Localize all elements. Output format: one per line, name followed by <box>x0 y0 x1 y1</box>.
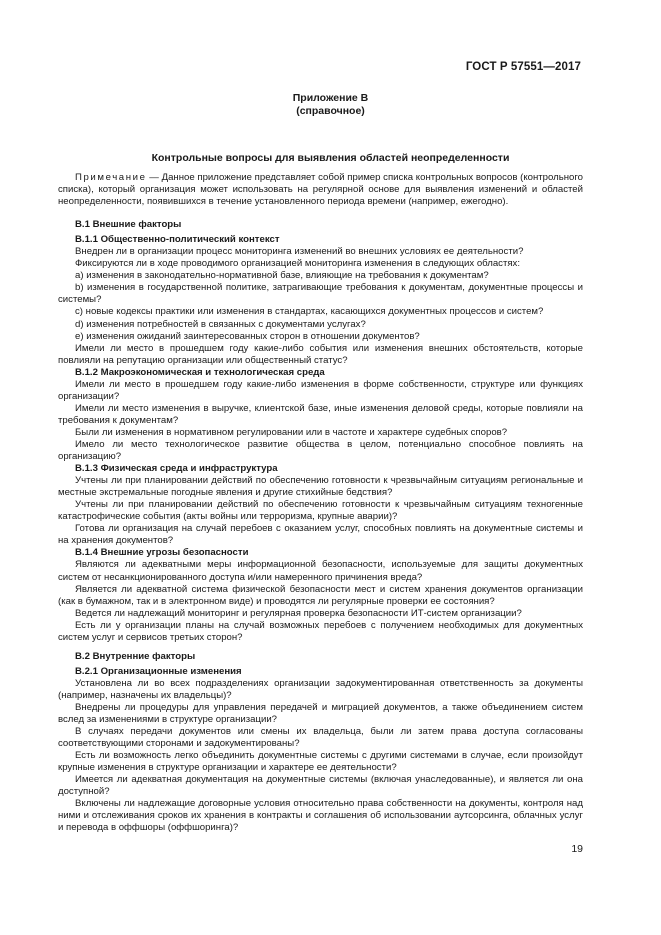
standard-code: ГОСТ Р 57551—2017 <box>465 61 581 73</box>
paragraph: Являются ли адекватными меры информационной безопасности, используемые для защиты документных систем от несанкционированного доступа и/или намеренного причинения вреда? <box>58 559 583 583</box>
section-heading-b21: В.2.1 Организационные изменения <box>75 665 242 677</box>
list-item: е) изменения ожиданий заинтересованных сторон в отношении документов? <box>75 330 420 342</box>
section-heading-b11: В.1.1 Общественно-политический контекст <box>75 234 280 246</box>
paragraph: Учтены ли при планировании действий по обеспечению готовности к чрезвычайным ситуациям техногенные катастрофические события (акты войны или терроризма, крупные аварии)? <box>58 499 583 523</box>
document-title: Контрольные вопросы для выявления областей неопределенности <box>151 152 510 164</box>
page-number: 19 <box>571 843 583 855</box>
paragraph: Является ли адекватной система физической безопасности мест и систем хранения документов организации (как в бумажном, так и в электронном виде) и проводятся ли регулярные проверки ее состояния? <box>58 583 583 607</box>
note-text: — Данное приложение представляет собой пример списка контрольных вопросов (контрольного списка), который организация может использовать на регулярной основе для выявления изменений и областей неопределенности, появившихся в течение установленного периода времени (например, ежегодно). <box>58 172 583 208</box>
paragraph: Имело ли место технологическое развитие общества в целом, потенциально способное повлиять на организацию? <box>58 438 583 463</box>
paragraph: Внедрен ли в организации процесс мониторинга изменений во внешних условиях ее деятельности? <box>75 246 524 258</box>
section-heading-b14: В.1.4 Внешние угрозы безопасности <box>75 547 249 559</box>
paragraph: Включены ли надлежащие договорные условия относительно права собственности на документы, контроля над ними и отслеживания сроков их хранения в контракты и соглашения об использовании аутсорсинга, облачных услуг и перевода в оффшоры (оффшоринга)? <box>58 798 583 834</box>
paragraph: Имели ли место в прошедшем году какие-либо события или изменения внешних обстоятельств, которые повлияли на репутацию организации или общественный статус? <box>58 342 583 366</box>
paragraph: Установлена ли во всех подразделениях организации задокументированная ответственность за документы (например, назначены их владельцы)? <box>58 677 583 701</box>
paragraph: Фиксируются ли в ходе проводимого организацией мониторинга изменения в следующих областях: <box>75 258 521 270</box>
paragraph: В случаях передачи документов или смены их владельца, были ли затем права доступа согласованы соответствующими сторонами и задокументированы? <box>58 726 583 750</box>
section-heading-b12: В.1.2 Макроэкономическая и технологическая среда <box>75 366 325 378</box>
paragraph: Имели ли место изменения в выручке, клиентской базе, иные изменения деловой среды, которые повлияли на требования к документам? <box>58 402 583 426</box>
paragraph: Были ли изменения в нормативном регулировании или в частоте и характере судебных споров? <box>75 426 508 438</box>
section-heading-b2: В.2 Внутренние факторы <box>75 650 196 662</box>
list-item: d) изменения потребностей в связанных с документами услугах? <box>75 318 366 330</box>
list-item: а) изменения в законодательно-нормативной базе, влияющие на требования к документам? <box>75 270 489 282</box>
paragraph: Внедрены ли процедуры для управления передачей и миграцией документов, а также объединением систем вслед за изменениями в структуре организации? <box>58 701 583 726</box>
paragraph: Готова ли организация на случай перебоев с оказанием услуг, способных повлиять на документные системы и на хранения документов? <box>58 523 583 547</box>
appendix-title: Приложение В <box>292 92 369 104</box>
appendix-subtitle: (справочное) <box>296 105 365 117</box>
list-item: b) изменения в государственной политике, затрагивающие требования к документам, документные процессы и системы? <box>58 282 583 306</box>
appendix-heading <box>0 92 661 118</box>
section-heading-b13: В.1.3 Физическая среда и инфраструктура <box>75 463 278 475</box>
paragraph: Учтены ли при планировании действий по обеспечению готовности к чрезвычайным ситуациям региональные и местные экстремальные погодные явления и другие стихийные бедствия? <box>58 475 583 499</box>
note-label: Примечание <box>75 172 147 183</box>
list-item: с) новые кодексы практики или изменения в стандартах, касающихся документных процессов и систем? <box>75 306 544 318</box>
paragraph: Есть ли у организации планы на случай возможных перебоев с получением необходимых для документных систем услуг и сервисов третьих сторон? <box>58 619 583 643</box>
paragraph: Имеется ли адекватная документация на документные системы (включая унаследованные), и является ли она доступной? <box>58 774 583 798</box>
paragraph: Есть ли возможность легко объединить документные системы с другими системами в случае, если произойдут крупные изменения в структуре организации и характере ее деятельности? <box>58 750 583 774</box>
section-heading-b1: В.1 Внешние факторы <box>75 219 182 231</box>
paragraph: Имели ли место в прошедшем году какие-либо изменения в форме собственности, структуре или функциях организации? <box>58 378 583 402</box>
paragraph: Ведется ли надлежащий мониторинг и регулярная проверка безопасности ИТ-систем организации? <box>75 607 522 619</box>
document-body <box>58 172 583 834</box>
note-paragraph <box>58 172 583 208</box>
